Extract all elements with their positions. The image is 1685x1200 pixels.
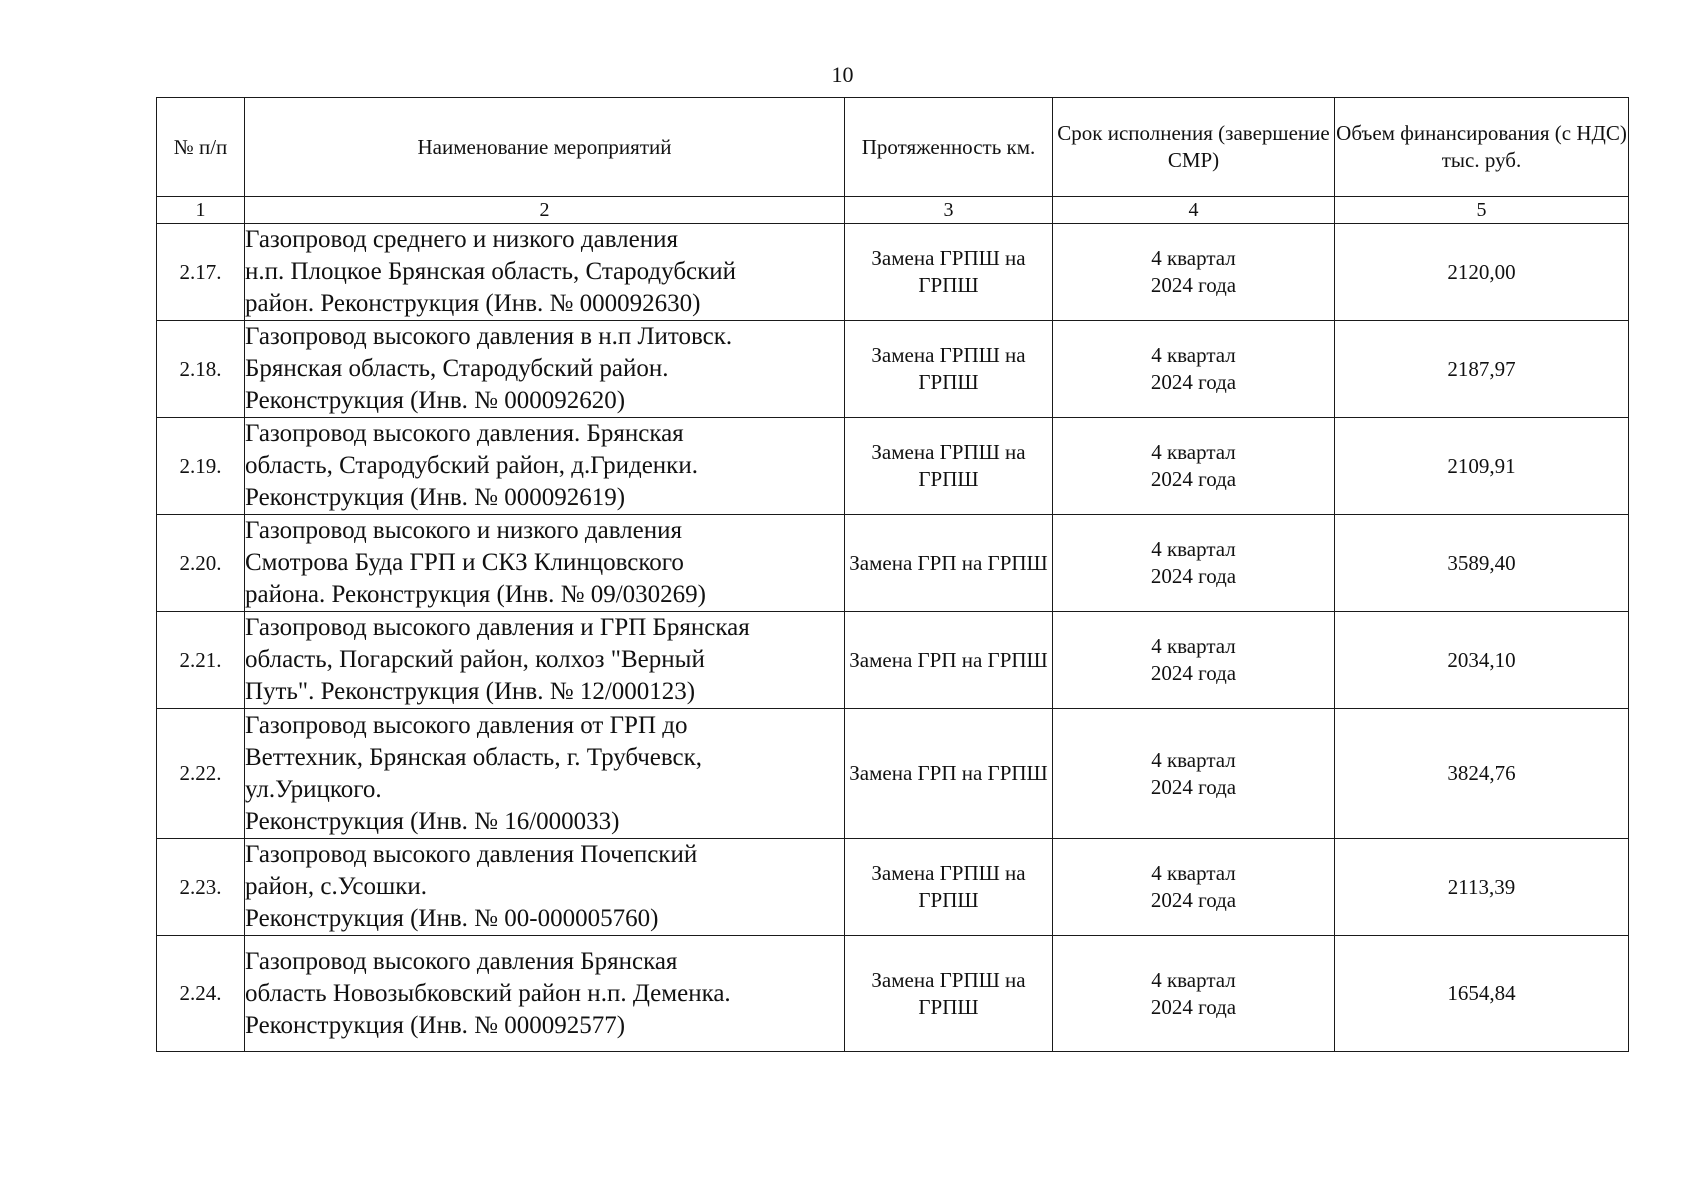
header-item-number: № п/п (157, 98, 245, 197)
activity-deadline: 4 квартал 2024 года (1053, 709, 1335, 839)
table-row (157, 515, 1629, 612)
table-body (157, 224, 1629, 1052)
table-row (157, 709, 1629, 839)
row-number: 2.23. (157, 839, 245, 936)
table-row (157, 612, 1629, 709)
activity-deadline: 4 квартал 2024 года (1053, 418, 1335, 515)
activity-financing: 2109,91 (1335, 418, 1629, 515)
activity-length: Замена ГРПШ на ГРПШ (845, 224, 1053, 321)
activity-financing: 2113,39 (1335, 839, 1629, 936)
header-deadline: Срок исполнения (завершение СМР) (1053, 98, 1335, 197)
row-number: 2.21. (157, 612, 245, 709)
activity-financing: 3589,40 (1335, 515, 1629, 612)
activity-deadline: 4 квартал 2024 года (1053, 612, 1335, 709)
activity-length: Замена ГРП на ГРПШ (845, 709, 1053, 839)
activity-financing: 1654,84 (1335, 936, 1629, 1052)
activity-length: Замена ГРПШ на ГРПШ (845, 321, 1053, 418)
activity-length: Замена ГРП на ГРПШ (845, 515, 1053, 612)
header-row (157, 98, 1629, 197)
row-number: 2.22. (157, 709, 245, 839)
activity-name: Газопровод высокого давления Брянская область Новозыбковский район н.п. Деменка. Реконструкция (Инв. № 000092577) (245, 936, 845, 1052)
row-number: 2.20. (157, 515, 245, 612)
table-row (157, 839, 1629, 936)
activity-name: Газопровод высокого давления Почепский район, с.Усошки. Реконструкция (Инв. № 00-000005760) (245, 839, 845, 936)
column-number: 1 (157, 197, 245, 224)
table-row (157, 321, 1629, 418)
header-financing: Объем финансирования (с НДС) тыс. руб. (1335, 98, 1629, 197)
row-number: 2.19. (157, 418, 245, 515)
table-row (157, 224, 1629, 321)
page-number: 10 (831, 62, 854, 87)
header-activity-name: Наименование мероприятий (245, 98, 845, 197)
activity-deadline: 4 квартал 2024 года (1053, 936, 1335, 1052)
activity-financing: 2120,00 (1335, 224, 1629, 321)
activity-name: Газопровод среднего и низкого давления н.п. Плоцкое Брянская область, Стародубский район. Реконструкция (Инв. № 000092630) (245, 224, 845, 321)
activity-deadline: 4 квартал 2024 года (1053, 224, 1335, 321)
activity-length: Замена ГРП на ГРПШ (845, 612, 1053, 709)
activity-length: Замена ГРПШ на ГРПШ (845, 936, 1053, 1052)
column-number: 3 (845, 197, 1053, 224)
activities-table (156, 97, 1629, 1052)
header-length: Протяженность км. (845, 98, 1053, 197)
row-number: 2.17. (157, 224, 245, 321)
activity-deadline: 4 квартал 2024 года (1053, 839, 1335, 936)
activity-deadline: 4 квартал 2024 года (1053, 515, 1335, 612)
activity-length: Замена ГРПШ на ГРПШ (845, 418, 1053, 515)
activity-length: Замена ГРПШ на ГРПШ (845, 839, 1053, 936)
column-number: 2 (245, 197, 845, 224)
row-number: 2.18. (157, 321, 245, 418)
activity-deadline: 4 квартал 2024 года (1053, 321, 1335, 418)
column-number: 5 (1335, 197, 1629, 224)
table-row (157, 936, 1629, 1052)
activity-financing: 3824,76 (1335, 709, 1629, 839)
column-number: 4 (1053, 197, 1335, 224)
activity-financing: 2187,97 (1335, 321, 1629, 418)
activity-name: Газопровод высокого давления от ГРП до Веттехник, Брянская область, г. Трубчевск, ул.Урицкого. Реконструкция (Инв. № 16/000033) (245, 709, 845, 839)
column-number-row (157, 197, 1629, 224)
activity-name: Газопровод высокого давления. Брянская область, Стародубский район, д.Гриденки. Реконструкция (Инв. № 000092619) (245, 418, 845, 515)
activity-name: Газопровод высокого давления в н.п Литовск. Брянская область, Стародубский район. Реконструкция (Инв. № 000092620) (245, 321, 845, 418)
activity-name: Газопровод высокого давления и ГРП Брянская область, Погарский район, колхоз "Верный Путь". Реконструкция (Инв. № 12/000123) (245, 612, 845, 709)
table-row (157, 418, 1629, 515)
activity-financing: 2034,10 (1335, 612, 1629, 709)
activity-name: Газопровод высокого и низкого давления Смотрова Буда ГРП и СКЗ Клинцовского района. Реконструкция (Инв. № 09/030269) (245, 515, 845, 612)
row-number: 2.24. (157, 936, 245, 1052)
table-header (157, 98, 1629, 224)
